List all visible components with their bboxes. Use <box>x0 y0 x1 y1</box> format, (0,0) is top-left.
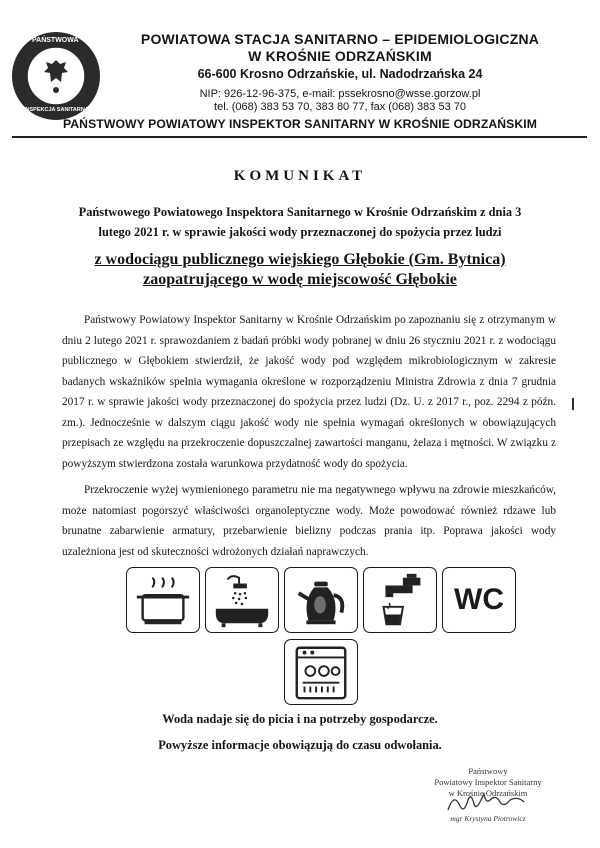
signature-name: mgr Krystyna Piotrowicz <box>450 814 526 823</box>
seal-text-top: PAŃSTWOWA <box>32 37 79 44</box>
closing-line-2: Powyższe informacje obowiązują do czasu odwołania. <box>158 738 442 752</box>
closing-line-1: Woda nadaje się do picia i na potrzeby gospodarcze. <box>162 712 438 726</box>
paragraph-1-text: Państwowy Powiatowy Inspektor Sanitarny w Krośnie Odrzańskim po zapoznaniu się z otrzymanym w dniu 2 lutego 2021 r. sprawozdaniem z badań próbki wody pobranej w dniu 26 styczniu 2021 r. z wodociągu publicznego w Głębokiem stwierdził, że jakość wody pod względem mikrobiologicznym w zakresie badanych wskaźników spełnia wymagania określone w rozporządzeniu Ministra Zdrowia z dnia 7 grudnia 2017 r. w sprawie jakości wody przeznaczonej do spożycia przez ludzi (Dz. U. z 2017 r., poz. 2294 z późn. zm.). Jednocześnie w dalszym ciągu jakość wody nie spełnia wymagań określonych w obowiązujących przepisach ze względu na przekroczenie dopuszczalnej zawartości manganu, żelaza i mętności. W związku z powyższym stwierdzona została warunkowa przydatność wody do spożycia. <box>62 314 556 470</box>
intro-line2: lutego 2021 r. w sprawie jakości wody przeznaczonej do spożycia przez ludzi <box>98 225 502 239</box>
paragraph-1 <box>62 310 556 474</box>
shower-bath-icon <box>205 567 279 633</box>
official-seal <box>10 30 102 122</box>
inspector-name-header: PAŃSTWOWY POWIATOWY INSPEKTOR SANITARNY W KROŚNIE ODRZAŃSKIM <box>62 117 538 131</box>
org-address: 66-600 Krosno Odrzańskie, ul. Nadodrzańska 24 <box>197 67 483 81</box>
org-name-line2: W KROŚNIE ODRZAŃSKIM <box>248 48 432 64</box>
cooking-pot-icon <box>126 567 200 633</box>
wc-icon <box>442 567 516 633</box>
intro <box>40 202 560 242</box>
subject-line1: z wodociągu publicznego wiejskiego Głębokie (Gm. Bytnica) <box>94 251 506 268</box>
margin-mark <box>572 398 574 410</box>
paragraph-2 <box>62 480 556 562</box>
subject <box>50 250 550 290</box>
tap-glass-icon <box>363 567 437 633</box>
header-divider <box>12 136 587 138</box>
kettle-icon <box>284 567 358 633</box>
handwritten-signature <box>440 788 550 818</box>
contact-line1: NIP: 926-12-96-375, e-mail: pssekrosno@wsse.gorzow.pl <box>199 88 481 100</box>
org-name-line1: POWIATOWA STACJA SANITARNO – EPIDEMIOLOGICZNA <box>140 31 540 47</box>
paragraph-2-text: Przekroczenie wyżej wymienionego parametru nie ma negatywnego wpływu na zdrowie mieszkańców, może natomiast pogorszyć właściwości organoleptyczne wody. Może powodować również rdzawe lub brunatne zabarwienie armatury, przebarwienie bielizny podczas prania itp. Poprawa jakości wody uzależniona jest od skuteczności wdrożonych działań naprawczych. <box>62 484 556 558</box>
contact-line2: tel. (068) 383 53 70, 383 80 77, fax (068) 383 53 70 <box>214 101 466 113</box>
document-title: KOMUNIKAT <box>233 168 367 184</box>
signature-line1: Państwowy <box>468 766 508 776</box>
signature-line3: w Krośnie Odrzańskim <box>448 788 528 798</box>
org-name <box>110 31 570 65</box>
intro-line1: Państwowego Powiatowego Inspektora Sanitarnego w Krośnie Odrzańskim z dnia 3 <box>78 205 522 219</box>
seal-text-bottom: INSPEKCJA SANITARNA <box>24 107 89 113</box>
org-contact <box>160 88 520 114</box>
subject-line2: zaopatrującego w wodę miejscowość Głębokie <box>143 271 457 288</box>
dishwasher-icon <box>284 639 358 705</box>
wc-label: WC <box>454 583 504 616</box>
signature-line2: Powiatowy Inspektor Sanitarny <box>434 777 542 787</box>
